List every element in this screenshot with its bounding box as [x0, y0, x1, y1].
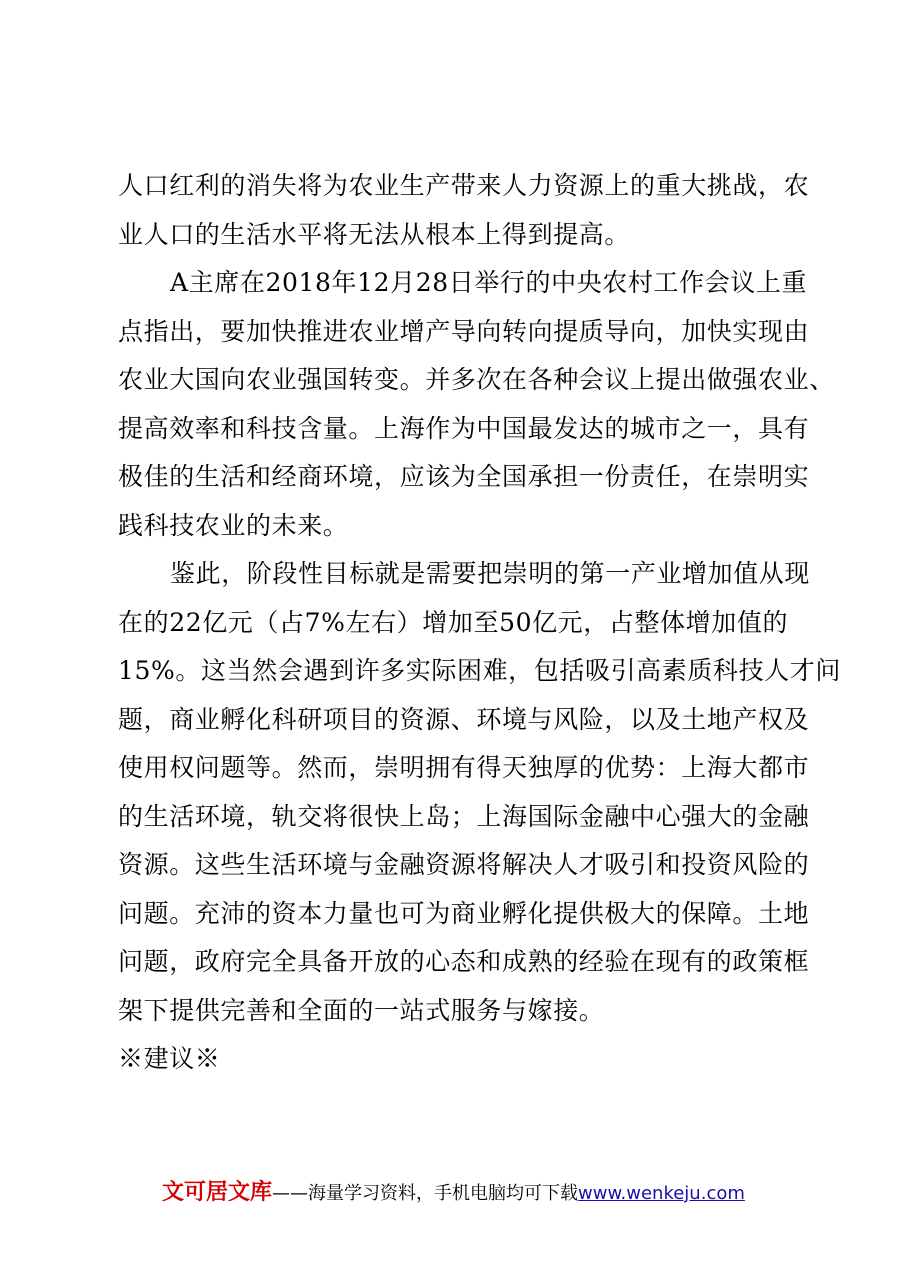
text-line-1: 人口红利的消失将为农业生产带来人力资源上的重大挑战，农	[118, 171, 810, 200]
text-line-18: 架下提供完善和全面的一站式服务与嫁接。	[118, 995, 605, 1025]
text-line-8: 践科技农业的未来。	[118, 510, 349, 540]
text-line-11: 15%。这当然会遇到许多实际困难，包括吸引高素质科技人才问	[118, 656, 841, 685]
text-line-16: 问题。充沛的资本力量也可为商业孵化提供极大的保障。土地	[118, 898, 810, 928]
text-line-14: 的生活环境，轨交将很快上岛；上海国际金融中心强大的金融	[118, 801, 810, 831]
site-link[interactable]: www.wenkeju.com	[578, 1183, 745, 1204]
text-line-2: 业人口的生活水平将无法从根本上得到提高。	[118, 219, 631, 249]
text-line-17: 问题，政府完全具备开放的心态和成熟的经验在现有的政策框	[118, 947, 810, 976]
text-line-6: 提高效率和科技含量。上海作为中国最发达的城市之一，具有	[118, 413, 810, 443]
text-line-3: A主席在2018年12月28日举行的中央农村工作会议上重	[170, 268, 808, 297]
footer-banner	[162, 1178, 802, 1209]
text-line-13: 使用权问题等。然而，崇明拥有得天独厚的优势：上海大都市	[118, 753, 810, 782]
text-line-4: 点指出，要加快推进农业增产导向转向提质导向，加快实现由	[118, 316, 810, 346]
text-line-5: 农业大国向农业强国转变。并多次在各种会议上提出做强农业、	[118, 365, 835, 394]
brand-name: 文可居文库	[162, 1180, 273, 1205]
section-heading-suggestion: ※建议※	[118, 1044, 221, 1073]
text-line-15: 资源。这些生活环境与金融资源将解决人才吸引和投资风险的	[118, 850, 810, 879]
document-body	[118, 162, 841, 1084]
text-line-12: 题，商业孵化科研项目的资源、环境与风险，以及土地产权及	[118, 704, 810, 734]
text-line-9: 鉴此，阶段性目标就是需要把崇明的第一产业增加值从现	[170, 559, 811, 588]
text-line-7: 极佳的生活和经商环境，应该为全国承担一份责任，在崇明实	[118, 462, 810, 491]
text-line-10: 在的22亿元（占7%左右）增加至50亿元，占整体增加值的	[118, 607, 789, 637]
footer-slogan: ——海量学习资料，手机电脑均可下载	[272, 1183, 579, 1204]
